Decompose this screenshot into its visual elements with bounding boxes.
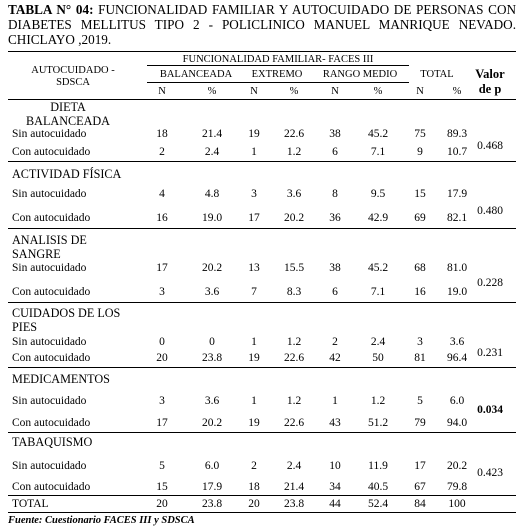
table-cell: 3.6: [204, 395, 220, 407]
table-cell: 7: [251, 286, 257, 298]
table-cell: 1.2: [286, 395, 302, 407]
pct-header: %: [289, 86, 299, 97]
table-cell: 3.6: [449, 336, 465, 348]
total-row-label: TOTAL: [12, 498, 49, 510]
table-cell: 13: [248, 262, 260, 274]
total-cell: 23.8: [283, 498, 305, 510]
table-cell: 45.2: [367, 262, 389, 274]
row-label: Con autocuidado: [12, 481, 91, 493]
table-cell: 2: [332, 336, 338, 348]
sdsca-header: SDSCA: [56, 77, 90, 88]
section-title: DIETA BALANCEADA: [26, 100, 110, 128]
caption-label: TABLA N° 04:: [8, 2, 94, 17]
table-cell: 2.4: [370, 336, 386, 348]
total-cell: 20: [248, 498, 260, 510]
table-cell: 36: [329, 212, 341, 224]
table-cell: 34: [329, 481, 341, 493]
section-title: ANALISIS DE SANGRE: [12, 233, 87, 261]
p-value: 0.228: [477, 277, 503, 289]
table-cell: 3.6: [204, 286, 220, 298]
table-cell: 1: [251, 395, 257, 407]
dep-header: de p: [478, 82, 502, 96]
table-cell: 50: [372, 352, 384, 364]
faces-header: FUNCIONALIDAD FAMILIAR- FACES III: [182, 54, 374, 65]
table-cell: 4.8: [204, 188, 220, 200]
table-cell: 17: [156, 417, 168, 429]
table-cell: 79.8: [446, 481, 468, 493]
table-cell: 8.3: [286, 286, 302, 298]
row-label: Sin autocuidado: [12, 128, 87, 140]
row-label: Sin autocuidado: [12, 262, 87, 274]
table-cell: 21.4: [283, 481, 305, 493]
table-cell: 1.2: [370, 395, 386, 407]
group-header-2: EXTREMO: [251, 69, 303, 80]
table-cell: 68: [414, 262, 426, 274]
table-cell: 6: [332, 146, 338, 158]
table-cell: 19.0: [201, 212, 223, 224]
table-cell: 17.9: [446, 188, 468, 200]
table-cell: 67: [414, 481, 426, 493]
p-value: 0.231: [477, 347, 503, 359]
p-value: 0.468: [477, 140, 503, 152]
table-top-rule: [8, 51, 516, 52]
table-cell: 5: [417, 395, 423, 407]
table-cell: 17: [248, 212, 260, 224]
table-cell: 19: [248, 128, 260, 140]
table-cell: 9.5: [370, 188, 386, 200]
table-cell: 69: [414, 212, 426, 224]
pct-header: %: [207, 86, 217, 97]
table-cell: 8: [332, 188, 338, 200]
p-value: 0.034: [477, 404, 503, 416]
table-cell: 89.3: [446, 128, 468, 140]
table-cell: 2.4: [286, 460, 302, 472]
table-cell: 20.2: [283, 212, 305, 224]
table-cell: 1: [251, 146, 257, 158]
table-cell: 17: [414, 460, 426, 472]
valor-header: Valor: [475, 67, 505, 81]
p-value: 0.480: [477, 205, 503, 217]
table-cell: 22.6: [283, 352, 305, 364]
table-cell: 20.2: [201, 262, 223, 274]
table-cell: 3: [417, 336, 423, 348]
table-cell: 23.8: [201, 352, 223, 364]
table-cell: 51.2: [367, 417, 389, 429]
total-cell: 20: [156, 498, 168, 510]
table-cell: 2: [251, 460, 257, 472]
table-cell: 19: [248, 417, 260, 429]
table-cell: 10.7: [446, 146, 468, 158]
table-cell: 2.4: [204, 146, 220, 158]
n-header: N: [158, 86, 166, 97]
total-cell: 52.4: [367, 498, 389, 510]
section-rule: [8, 302, 516, 303]
table-cell: 6: [332, 286, 338, 298]
table-cell: 4: [159, 188, 165, 200]
table-cell: 43: [329, 417, 341, 429]
row-label: Sin autocuidado: [12, 395, 87, 407]
n-header: N: [416, 86, 424, 97]
table-cell: 16: [414, 286, 426, 298]
row-label: Con autocuidado: [12, 352, 91, 364]
row-label: Con autocuidado: [12, 146, 91, 158]
table-cell: 18: [156, 128, 168, 140]
table-cell: 7.1: [370, 146, 386, 158]
pct-header: %: [373, 86, 383, 97]
table-caption: [8, 2, 516, 47]
row-label: Sin autocuidado: [12, 336, 87, 348]
subgroup-rule: [147, 82, 409, 83]
table-bottom-rule: [8, 512, 516, 513]
n-header: N: [250, 86, 258, 97]
table-cell: 20.2: [446, 460, 468, 472]
source-note: Fuente: Cuestionario FACES III y SDSCA: [8, 515, 195, 526]
table-cell: 7.1: [370, 286, 386, 298]
table-cell: 17: [156, 262, 168, 274]
table-cell: 38: [329, 262, 341, 274]
caption-text: FUNCIONALIDAD FAMILIAR Y AUTOCUIDADO DE PERSONAS CON DIABETES MELLITUS TIPO 2 - POLICLINICO MANUEL MANRIQUE NEVADO. CHICLAYO ,2019.: [8, 2, 516, 47]
table-cell: 20: [156, 352, 168, 364]
table-cell: 81.0: [446, 262, 468, 274]
total-cell: 23.8: [201, 498, 223, 510]
section-rule: [8, 228, 516, 229]
table-cell: 1: [332, 395, 338, 407]
total-cell: 44: [329, 498, 341, 510]
table-cell: 3: [159, 286, 165, 298]
row-label: Con autocuidado: [12, 212, 91, 224]
table-cell: 15: [156, 481, 168, 493]
section-rule: [8, 495, 516, 496]
table-cell: 11.9: [368, 460, 388, 472]
table-cell: 96.4: [446, 352, 468, 364]
table-cell: 45.2: [367, 128, 389, 140]
table-cell: 9: [417, 146, 423, 158]
autocuidado-header: AUTOCUIDADO -: [31, 65, 115, 76]
row-label: Sin autocuidado: [12, 460, 87, 472]
table-cell: 10: [329, 460, 341, 472]
table-cell: 94.0: [446, 417, 468, 429]
table-cell: 40.5: [367, 481, 389, 493]
p-value: 0.423: [477, 467, 503, 479]
table-cell: 42: [329, 352, 341, 364]
section-rule: [8, 161, 516, 162]
section-title: TABAQUISMO: [12, 435, 93, 449]
row-label: Sin autocuidado: [12, 188, 87, 200]
table-cell: 19: [248, 352, 260, 364]
table-cell: 6.0: [204, 460, 220, 472]
total-header: TOTAL: [420, 69, 454, 80]
table-cell: 15: [414, 188, 426, 200]
table-cell: 16: [156, 212, 168, 224]
table-cell: 22.6: [283, 417, 305, 429]
section-title: CUIDADOS DE LOS PIES: [12, 306, 121, 334]
table-cell: 3: [159, 395, 165, 407]
table-cell: 21.4: [201, 128, 223, 140]
row-label: Con autocuidado: [12, 286, 91, 298]
table-cell: 75: [414, 128, 426, 140]
row-label: Con autocuidado: [12, 417, 91, 429]
group-header-1: BALANCEADA: [159, 69, 233, 80]
table-cell: 3.6: [286, 188, 302, 200]
n-header: N: [331, 86, 339, 97]
table-cell: 15.5: [283, 262, 305, 274]
table-cell: 79: [414, 417, 426, 429]
table-cell: 22.6: [283, 128, 305, 140]
table-cell: 42.9: [367, 212, 389, 224]
table-cell: 1: [251, 336, 257, 348]
section-title: ACTIVIDAD FÍSICA: [12, 167, 122, 181]
table-cell: 1.2: [286, 146, 302, 158]
group-header-3: RANGO MEDIO: [322, 69, 398, 80]
table-cell: 0: [159, 336, 165, 348]
table-cell: 38: [329, 128, 341, 140]
table-cell: 5: [159, 460, 165, 472]
table-cell: 82.1: [446, 212, 468, 224]
table-cell: 20.2: [201, 417, 223, 429]
table-cell: 3: [251, 188, 257, 200]
table-cell: 17.9: [201, 481, 223, 493]
total-cell: 84: [414, 498, 426, 510]
table-cell: 6.0: [449, 395, 465, 407]
table-cell: 2: [159, 146, 165, 158]
section-rule: [8, 432, 516, 433]
pct-header: %: [452, 86, 462, 97]
table-cell: 81: [414, 352, 426, 364]
table-cell: 1.2: [286, 336, 302, 348]
table-cell: 0: [209, 336, 215, 348]
total-cell: 100: [448, 498, 466, 510]
table-cell: 18: [248, 481, 260, 493]
section-rule: [8, 367, 516, 368]
table-cell: 19.0: [446, 286, 468, 298]
section-title: MEDICAMENTOS: [12, 372, 110, 386]
